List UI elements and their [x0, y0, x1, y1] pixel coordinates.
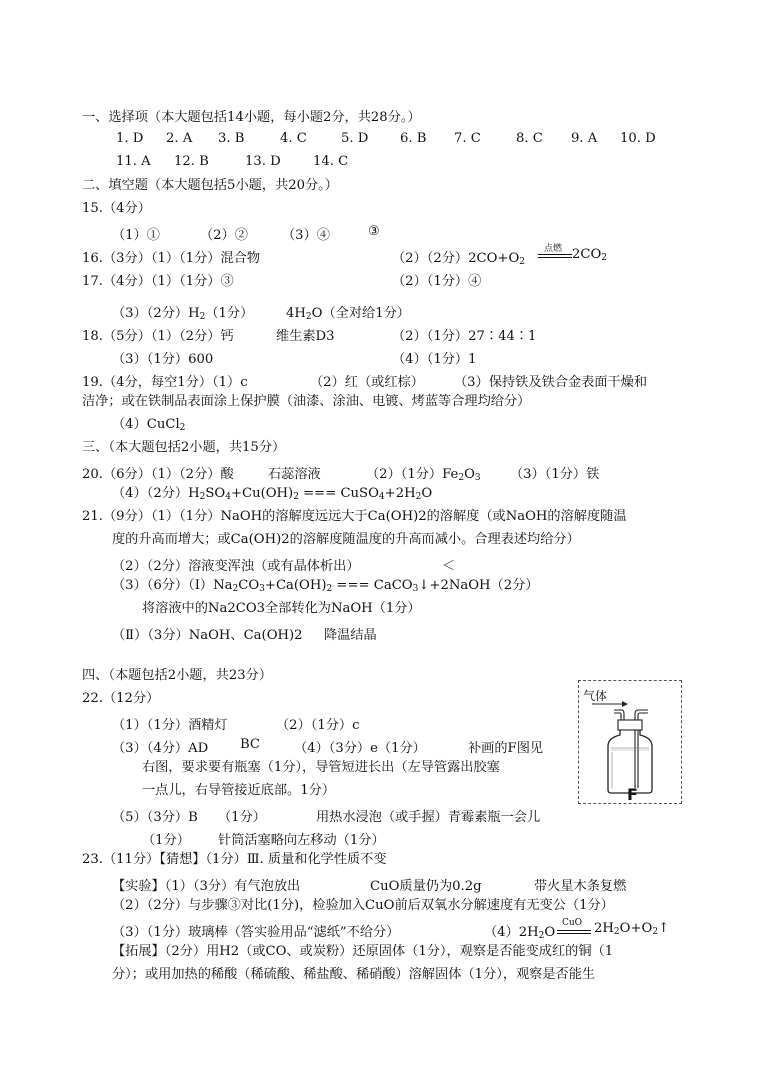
q21-part-3a: （2）（2分）溶液变浑浊（或有晶体析出） [112, 559, 360, 574]
q20-part-2: 石蕊溶液 [268, 467, 321, 482]
q18-part-2: 维生素D3 [276, 329, 335, 344]
section-2-heading: 二、填空题（本大题包括5小题，共20分。） [82, 178, 338, 193]
choice-answer: 12. B [174, 154, 209, 169]
q20-part-3: （2）（1分）$Fe_2O_3$ [366, 467, 481, 483]
choice-answer: 6. B [400, 131, 427, 146]
q21-line-1: 21.（9分）（1）（1分）NaOH的溶解度远远大于Ca(OH)2的溶解度（或NaOH的溶解度随温 [82, 509, 627, 524]
q23-line-6: 分）；或用加热的稀酸（稀硫酸、稀盐酸、稀硝酸）溶解固体（1分），观察是否能生 [112, 967, 596, 982]
choice-answer: 4. C [280, 131, 307, 146]
q22-line-4: 一点儿，右导管接近底部。1分） [142, 783, 336, 798]
section-1-heading: 一、选择项（本大题包括14小题，每小题2分，共28分。） [82, 110, 421, 125]
choice-answer: 9. A [571, 131, 598, 146]
q21-part-6b: 降温结晶 [324, 628, 377, 643]
q22-part-2d: 补画的F图见 [468, 741, 544, 756]
q20-line-2: （4）（2分）$H_2SO_4+Cu(OH)_2$ === $CuSO_4+2H_2O$ [112, 486, 433, 502]
q21-line-2: 度的升高而增大；或Ca(OH)2的溶解度随温度的升高而减小。合理表述均给分） [112, 532, 580, 547]
gas-label: 气体 [583, 689, 608, 703]
q15-answer-3: （3）④ [282, 228, 330, 243]
q18-part-5: （4）（1分）1 [392, 352, 477, 367]
section-3-heading: 三、（本大题包括2小题，共15分） [82, 440, 286, 455]
q22-part-5b: （1分） [218, 810, 266, 825]
q23-part-4c: $2H_2O+O_2↑$ [594, 921, 670, 937]
q17-part-4: $4H_2O$（全对给1分） [286, 306, 410, 322]
q22-part-5a: （5）（3分）B [112, 810, 198, 825]
q21-line-4: （3）（6分）$(Ⅰ)Na_2CO_3+Ca(OH)_2$ === CaCO$_3$↓+2NaOH（2分） [112, 578, 539, 594]
q23-part-4b: $(4)2H_2O$ [484, 925, 556, 941]
q15-answer-1: （1）① [112, 228, 160, 243]
q19-part-1: 19.（4分，每空1分）（1）c [82, 375, 248, 390]
q15-title: 15.（4分） [82, 201, 151, 216]
gas-bottle-figure-f [578, 680, 682, 804]
reaction-condition: 点燃 [538, 241, 572, 263]
q19-line-2: 洁净；或在铁制品表面涂上保护膜（油漆、涂油、电镀、烤蓝等合理均给分） [82, 394, 531, 409]
q21-line-5: 将溶液中的Na2CO3全部转化为NaOH（1分） [142, 601, 421, 616]
figure-letter: F [627, 785, 638, 804]
q23-part-2a: 【实验】（1）（3分）有气泡放出 [112, 879, 301, 894]
q19-part-2: （2）红（或红棕） [310, 375, 424, 390]
q18-part-3: （2）（1分）27∶44∶1 [392, 329, 537, 344]
section-4-heading: 四、（本题包括2小题，共23分） [82, 668, 273, 683]
q21-part-6a: （Ⅱ）（3分）NaOH、Ca(OH)2 [112, 628, 303, 643]
q21-part-3b: ＜ [442, 559, 456, 574]
q20-part-1: 20.（6分）（1）（2分）酸 [82, 467, 234, 482]
q23-part-2b: CuO质量仍为0.2g [370, 879, 482, 894]
q17-part-2: （2）（1分）④ [392, 274, 482, 289]
q22-line-3: 右图，要求要有瓶塞（1分），导管短进长出（左导管露出胶塞 [142, 760, 500, 775]
choice-answer: 2. A [166, 131, 193, 146]
q23-line-3: （2）（2分）与步骤③对比(1分)，检验加入CuO前后双氧水分解速度有无变公（1分） [112, 898, 614, 913]
q18-part-1: 18.（5分）（1）（2分）钙 [82, 329, 234, 344]
choice-answer: 14. C [313, 154, 349, 169]
q23-part-4a: （3）（1分）玻璃棒（答实验用品“滤纸”不给分） [112, 925, 400, 940]
choice-answer: 10. D [620, 131, 656, 146]
choice-answer: 8. C [516, 131, 543, 146]
q15-answer-2: （2）② [200, 228, 248, 243]
q22-title: 22.（12分） [82, 691, 160, 706]
q22-part-2a: （3）（4分）AD [112, 741, 209, 756]
reaction-condition: CuO [557, 915, 591, 937]
q19-part-3: （3）保持铁及铁合金表面干燥和 [454, 375, 648, 390]
q16-product: $2CO_2$ [572, 247, 608, 263]
choice-answer: 5. D [341, 131, 369, 146]
q22-part-1b: （2）（1分）c [276, 718, 360, 733]
q17-part-3: （3）（2分）$H_2(1$分） [112, 306, 254, 322]
choice-answer: 1. D [116, 131, 144, 146]
q16-part-2: （2）（2分）$2CO+O_2$ [392, 251, 526, 267]
q20-part-4: （3）（1分）铁 [510, 467, 600, 482]
q18-part-4: （3）（1分）600 [112, 352, 214, 367]
choice-answer: 13. D [245, 154, 281, 169]
q22-part-6b: 针筒活塞略向左移动（1分） [218, 833, 385, 848]
q16-part-1: 16.（3分）（1）（1分）混合物 [82, 251, 261, 266]
q23-line-5: 【拓展】（2分）用H2（或CO、或炭粉）还原固体（1分），观察是否能变成红的铜（1 [112, 944, 614, 959]
q15-answer-4: ③ [368, 224, 380, 239]
q22-part-6a: （1分） [142, 833, 190, 848]
q22-part-2c: （4）（3分）e（1分） [294, 741, 426, 756]
q17-part-1: 17.（4分）（1）（1分）③ [82, 274, 234, 289]
q23-part-2c: 带火星木条复燃 [534, 879, 627, 894]
q23-line-1: 23.（11分）【猜想】（1分）Ⅲ. 质量和化学性质不变 [82, 852, 387, 867]
q22-part-5c: 用热水浸泡（或手握）青霉素瓶一会儿 [316, 810, 541, 825]
choice-answer: 11. A [116, 154, 151, 169]
q22-part-2b: BC [240, 737, 261, 752]
q19-line-3: （4）CuCl$_2$ [112, 417, 186, 433]
choice-answer: 3. B [218, 131, 245, 146]
q22-part-1a: （1）（1分）酒精灯 [112, 718, 228, 733]
choice-answer: 7. C [454, 131, 481, 146]
